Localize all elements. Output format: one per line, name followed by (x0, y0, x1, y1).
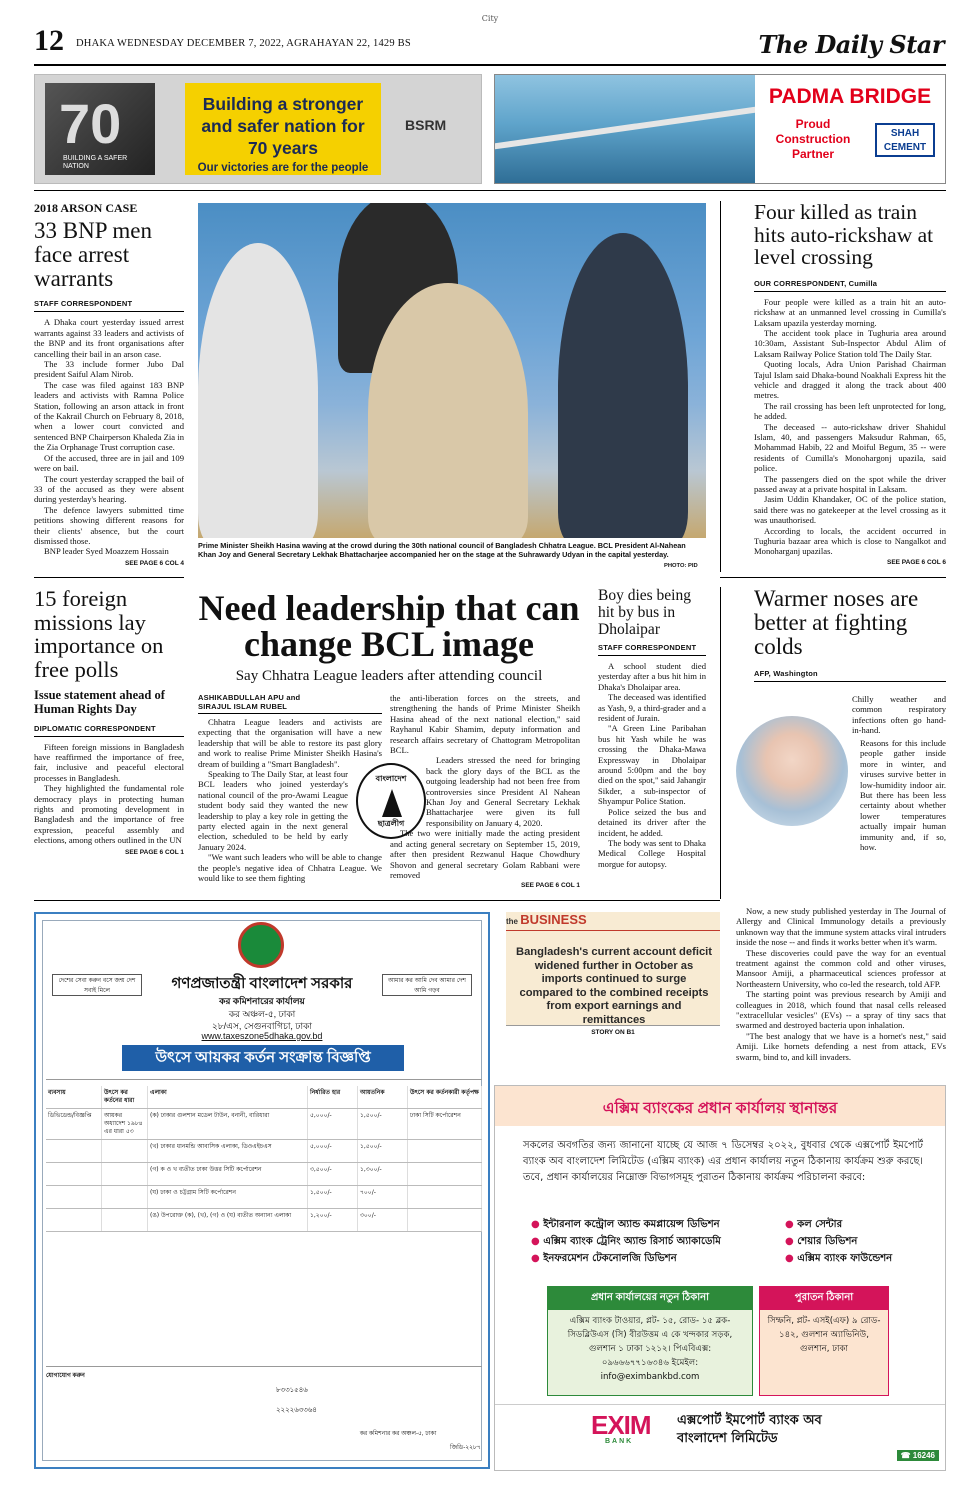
table-row (46, 1209, 482, 1232)
boy-byline: STAFF CORRESPONDENT (598, 643, 706, 656)
train-story[interactable] (754, 201, 946, 566)
bcl-col-2 (390, 693, 580, 889)
table-header-cell: ব্যবসায় (46, 1086, 102, 1108)
phone-1[interactable]: ৮৩৩১৫৪৬ (276, 1387, 308, 1394)
paragraph: The deceased -- auto-rickshaw driver Shahidul Islam, 40, and passengers Maksudur Rahman, 65, Mohammad Habib, 22 and Moiful Begum, 35 -- were residents of Cumilla's Monohargonj upazila, said police. (754, 421, 946, 474)
table-cell: (গ) ক ও খ ব্যতীত ঢাকা উত্তর সিটি কর্পোরেশন (148, 1163, 308, 1185)
exim-title: এক্সিম ব্যাংকের প্রধান কার্যালয় স্থানান্তর (602, 1100, 838, 1117)
divider (46, 1079, 482, 1080)
notice-title: উৎসে আয়কর কর্তন সংক্রান্ত বিজ্ঞপ্তি (122, 1045, 404, 1071)
missions-body (34, 742, 184, 846)
anniversary-caption: BUILDING A SAFER NATION (63, 155, 128, 170)
boy-headline[interactable]: Boy dies being hit by bus in Dholaipar (598, 587, 691, 638)
shah-cement-logo: SHAH CEMENT (875, 123, 935, 157)
arson-byline: STAFF CORRESPONDENT (34, 299, 184, 312)
table-header-row (46, 1086, 482, 1109)
padma-ad-tagline: Proud Construction Partner (775, 117, 851, 161)
bcl-logo-top-text: বাংলাদেশ (375, 774, 407, 783)
padma-ad-panel (755, 75, 945, 184)
dateline: DHAKA WEDNESDAY DECEMBER 7, 2022, AGRAHAYAN 22, 1429 BS (76, 38, 411, 49)
hotline-number: 16246 (912, 1451, 935, 1460)
anniversary-logo (45, 83, 155, 175)
bsrm-ad[interactable] (34, 74, 482, 184)
table-cell (408, 1186, 482, 1208)
govt-office: কর কমিশনারের কার্যালয় (219, 996, 305, 1006)
business-section-label: the BUSINESS (506, 912, 587, 927)
new-address: এক্সিম ব্যাংক টাওয়ার, প্লট- ১৫, রোড- ১৫ ব্লক- সিডব্লিউএস (সি) বীরউত্তম এ কে খন্দকার সড়ক, গুলশান ১ ঢাকা ১২১২। পিএবিএক্স: ০৯৬৬৬৭৭১৬৩৪৬ ইমেইল: info@eximbankbd.com (567, 1316, 733, 1382)
paragraph: The rail crossing has been left unprotected for long, he added. (754, 400, 946, 422)
arson-story[interactable] (34, 201, 184, 567)
table-cell (102, 1163, 148, 1185)
arson-body (34, 317, 184, 556)
table-cell (46, 1209, 102, 1231)
padma-bridge-ad[interactable] (494, 74, 946, 184)
train-continued[interactable]: SEE PAGE 6 COL 6 (886, 558, 946, 566)
division-item: ● ইনফরমেশন টেকনোলজি ডিভিশন (531, 1253, 677, 1264)
paragraph: The starting point was previous research by Amiji and colleagues in 2018, which found that nasal cells released "extracellular vesicles" (EVs) -- a spray of tiny sacs that swarmed and destroyed bacteria upon inhalation. (736, 989, 946, 1031)
divider (46, 1366, 482, 1367)
division-item: ● শেয়ার ডিভিশন (785, 1236, 858, 1247)
business-teaser-text[interactable]: Bangladesh's current account deficit widened further in October as imports continued to surge compared to the combined receipts from export earnings and remittances (516, 946, 712, 1026)
old-address: সিম্ফনি, প্লট- এসই(এফ) ৯ রোড- ১৪২, গুলশান অ্যাভিনিউ, গুলশান, ঢাকা (767, 1316, 881, 1354)
train-byline: OUR CORRESPONDENT, Cumilla (754, 279, 946, 292)
paragraph: "We want such leaders who will be able to change the people's negative idea of Chhatra League. We would like to see them fighting (198, 852, 382, 884)
table-cell: (ঘ) ঢাকা ও চট্টগ্রাম সিটি কর্পোরেশন (148, 1186, 308, 1208)
column-rule (720, 201, 721, 572)
contact-label: যোগাযোগ করুন (46, 1373, 85, 1379)
table-row (46, 1109, 482, 1140)
photo-caption: Prime Minister Sheikh Hasina waving at the crowd during the 30th national council of Bangladesh Chhatra League. BCL President Al-Nahean Khan Joy and General Secretary Lekhak Bhattacharjee accompanied her on the stage at the Suhrawardy Udyan in the capital yesterday. (198, 541, 686, 559)
table-cell: ১,২০০/- (308, 1209, 358, 1231)
bcl-deck: Say Chhatra League leaders after attending council (235, 668, 543, 684)
paragraph: Four people were killed as a train hit an auto-rickshaw at an unmanned level crossing in Cumilla's Laksam upazila yesterday morning. (754, 296, 946, 328)
header-rule (34, 64, 946, 66)
arson-continued[interactable]: SEE PAGE 6 COL 4 (124, 559, 184, 567)
table-cell (46, 1140, 102, 1162)
paragraph: Leaders stressed the need for bringing back the glory days of the BCL as the outgoing leadership had not been free from controversies since President Al Nahean Khan Joy and General Secretary Lekhak Bhattacharjee were given its full responsibility on January 4, 2020. (426, 755, 580, 828)
old-address-label: পুরাতন ঠিকানা (760, 1287, 888, 1310)
person-center (368, 283, 528, 538)
table-header-cell: এলাকা (148, 1086, 308, 1108)
new-address-box (547, 1286, 753, 1396)
train-headline[interactable]: Four killed as train hits auto-rickshaw at level crossing (754, 200, 934, 270)
exim-divisions-right (785, 1216, 935, 1267)
missions-story[interactable] (34, 587, 184, 856)
table-header-cell: নির্ধারিত হার (308, 1086, 358, 1108)
paragraph: Fifteen foreign missions in Bangladesh have reaffirmed the importance of free, fair, inclusive and peaceful electoral processes in Bangladesh. (34, 741, 184, 783)
business-rule (506, 930, 720, 931)
page-number: 12 (34, 24, 64, 57)
paragraph: A school student died yesterday after a bus hit him in Dhaka's Dholaipar area. (598, 661, 706, 692)
noses-story[interactable] (754, 587, 946, 682)
signature-block: কর কমিশনার কর অঞ্চল-৫, ঢাকা (359, 1431, 437, 1437)
govt-zone: কর অঞ্চল-৫, ঢাকা (228, 1009, 296, 1019)
table-cell: ৫,০০০/- (308, 1140, 358, 1162)
paragraph: the anti-liberation forces on the streets, and strengthening the hands of Prime Minister Sheikh Hasina ahead of the next national election," said Rayhanul Kabir Shamim, deputy information and research affairs secretary of Chattogram Metropolitan BCL. (390, 693, 580, 756)
paragraph: Now, a new study published yesterday in The Journal of Allergy and Clinical Immunology details a previously unknown way that the immune system attacks viral intruders inside the nose -- and finds it works better when it's warm. (736, 906, 946, 948)
table-cell: ১,৫০০/- (358, 1109, 408, 1139)
table-cell (102, 1140, 148, 1162)
person-right (558, 233, 688, 538)
govt-website-link[interactable]: www.taxeszone5dhaka.gov.bd (201, 1031, 323, 1041)
noses-body (736, 906, 946, 1062)
exim-logo-sub: BANK (605, 1438, 634, 1445)
table-cell: ১,৫০০/- (308, 1186, 358, 1208)
govt-seal-icon (238, 922, 284, 968)
ad-code: জিডি-২২৮৭ (450, 1445, 481, 1451)
bcl-col-1 (198, 693, 382, 884)
phone-2[interactable]: ২২২২৬৩৩৬৪ (276, 1407, 317, 1414)
column-rule (720, 587, 721, 899)
bsrm-ad-tagline: Our victories are for the people (197, 162, 369, 174)
paragraph: These discoveries could pave the way for an eventual treatment against the common cold and other viruses, Mansoor Amiji, a pharmaceutical sciences professor at Northeastern University, who co-led the research, told AFP. (736, 947, 946, 989)
table-cell (408, 1163, 482, 1185)
exim-intro: সকলের অবগতির জন্য জানানো যাচ্ছে যে আজ ৭ ডিসেম্বর ২০২২, বুধবার থেকে এক্সপোর্ট ইমপোর্ট ব্যাংক অব বাংলাদেশ লিমিটেড (এক্সিম ব্যাংক) এর প্রধান কার্যালয় নতুন ঠিকানায় কার্যক্রম শুরু করছে। তবে, প্রধান কার্যালয়ের নিম্নোক্ত বিভাগসমূহ পুরাতন ঠিকানায় কার্যক্রম পরিচালনা করবে: (523, 1140, 923, 1183)
table-cell (46, 1163, 102, 1185)
division-item: ● ইন্টারনাল কন্ট্রোল অ্যান্ড কমপ্লায়েন্স ডিভিশন (531, 1219, 720, 1230)
govt-address: ২৮/এস, সেগুনবাগিচা, ঢাকা (211, 1021, 313, 1031)
table-header-cell: উৎসে কর কর্তনের ধারা (102, 1086, 148, 1108)
table-cell: ১,৫০০/- (358, 1140, 408, 1162)
bsrm-ad-panel (185, 83, 381, 175)
paragraph: The two were initially made the acting president and acting general secretary on September 15, 2019, after then president Rezwanul Haque Chowdhury Shovon and general secretary Golam Rabbani were removed (390, 828, 580, 880)
table-cell (408, 1140, 482, 1162)
main-photo[interactable] (198, 203, 706, 538)
woman-with-tissue-photo[interactable] (736, 716, 848, 826)
missions-subhead: Issue statement ahead of Human Rights Day (34, 687, 165, 716)
boy-story[interactable] (598, 587, 706, 869)
bridge-image (494, 106, 764, 151)
paragraph: Jasim Uddin Khandaker, OC of the police station, said there was no gatekeeper at the level crossing as it was unauthorised. (754, 494, 946, 526)
noses-body-wrap (852, 694, 946, 736)
masthead-logo[interactable]: The Daily Star (758, 30, 944, 59)
tax-rate-table (46, 1086, 482, 1232)
table-cell: ৩,৫০০/- (308, 1163, 358, 1185)
arson-kicker: 2018 ARSON CASE (34, 201, 138, 215)
old-address-box (759, 1286, 889, 1396)
paragraph: According to locals, the accident occurred in Tughuria bazaar area which is close to Nangalkot and Monoharganj upazilas. (754, 525, 946, 557)
new-address-label: প্রধান কার্যালয়ের নতুন ঠিকানা (548, 1287, 752, 1310)
table-header-cell: উৎসে কর কর্তনকারী কর্তৃপক্ষ (408, 1086, 482, 1108)
exim-bank-ad[interactable] (494, 1085, 946, 1471)
padma-ad-title: PADMA BRIDGE (768, 85, 932, 108)
table-row (46, 1186, 482, 1209)
table-cell: ঢাকা সিটি কর্পোরেশন (408, 1109, 482, 1139)
bcl-continued[interactable]: SEE PAGE 6 COL 1 (520, 882, 580, 890)
table-cell (102, 1186, 148, 1208)
divider (34, 900, 720, 901)
table-cell (408, 1209, 482, 1231)
bcl-headline[interactable]: Need leadership that can change BCL image (198, 588, 580, 664)
table-cell: আয়কর অধ্যাদেশ ১৯৮৪ এর ধারা ৫৩ (102, 1109, 148, 1139)
divider (495, 1404, 945, 1405)
arson-headline[interactable]: 33 BNP men face arrest warrants (34, 218, 152, 292)
table-cell: ৭০০/- (358, 1186, 408, 1208)
paragraph: Chhatra League leaders and activists are expecting that the organisation will have a new leadership that will be able to restore its past glory and work to realise Prime Minister Sheikh Hasina's dream of building a "Smart Bangladesh". (198, 717, 382, 769)
slogan-box-right: আমার কর আমি দেব আমার দেশ আমি গড়ব (382, 974, 472, 996)
paragraph: "The best analogy that we have is a hornet's nest," said Amiji. Like hornets defending a nest from attack, EVs swarm, bind to, and kill invaders. (736, 1030, 946, 1062)
bcl-logo-bottom-text: ছাত্রলীগ (377, 819, 405, 828)
bsrm-ad-headline: Building a stronger and safer nation for 70 years (201, 94, 365, 158)
paragraph: The 33 include former Jubo Dal president Saiful Alam Nirob. (34, 359, 184, 380)
noses-headline[interactable]: Warmer noses are better at fighting colds (754, 586, 919, 660)
bcl-byline-2: SIRAJUL ISLAM RUBEL (198, 702, 382, 714)
person-left (198, 243, 318, 538)
section-label: City (481, 14, 499, 23)
paragraph: A Dhaka court yesterday issued arrest warrants against 33 leaders and activists of the BNP and its front organisations after cancelling their bail in an arson case. (34, 317, 184, 359)
business-story-link[interactable]: STORY ON B1 (506, 1025, 720, 1036)
train-body (754, 297, 946, 557)
division-item: ● এক্সিম ব্যাংক ট্রেনিং অ্যান্ড রিসার্চ অ্যাকাডেমি (531, 1236, 721, 1247)
exim-logo: EXIM (591, 1410, 651, 1440)
table-cell: (ঙ) উপরোক্ত (ক), (খ), (গ) ও (ঘ) ব্যতীত অন্যান্য এলাকা (148, 1209, 308, 1231)
paragraph: Chilly weather and common respiratory infections often go hand-in-hand. (852, 694, 946, 736)
table-cell: ডিভিডেন্ড/বিজ্ঞপ্তি (46, 1109, 102, 1139)
paragraph: The accident took place in Tughuria area around 10:30am, Assistant Sub-Inspector Abdul Alim of Laksam Railway Police Station told The Daily Star. (754, 327, 946, 359)
noses-byline: AFP, Washington (754, 669, 946, 682)
paragraph: Speaking to The Daily Star, at least four BCL leaders who joined yesterday's national council of the pro-Awami League student body said they wanted the new leadership to play a key role in getting the party elected again in the next general election, scheduled to be held by early January 2024. (198, 769, 348, 852)
table-row (46, 1163, 482, 1186)
missions-headline[interactable]: 15 foreign missions lay importance on free polls (34, 586, 164, 682)
paragraph: The deceased was identified as Yash, 9, a third-grader and a resident of Jurain. (598, 692, 706, 724)
table-cell (46, 1186, 102, 1208)
exim-divisions-left (531, 1216, 771, 1267)
paragraph: Of the accused, three are in jail and 109 were on bail. (34, 452, 184, 474)
ad-rule (34, 190, 946, 191)
phone-icon: ☎ (900, 1451, 913, 1460)
tax-notice-ad[interactable] (34, 912, 490, 1469)
paragraph: They highlighted the fundamental role democracy plays in protecting human rights and promoting development in Bangladesh and the importance of free expression, peaceful assembly and elections, among others outlined in the UN (34, 783, 184, 846)
division-item: ● এক্সিম ব্যাংক ফাউন্ডেশন (785, 1253, 893, 1264)
hotline-badge[interactable] (897, 1450, 939, 1461)
table-cell: (ক) ঢাকার গুলশান মডেল টাউন, বনানী, বারিধারা (148, 1109, 308, 1139)
paragraph: The case was filed against 183 BNP leaders and activists with Ramna Police Station, following an arson attack in front of the Kakrail Church on February 8, 2018, when a lower court convicted and sentenced BNP Chairperson Khaleda Zia in the Zia Orphanage Trust corruption case. (34, 379, 184, 453)
table-cell: ৫,০০০/- (308, 1109, 358, 1139)
divider (34, 577, 184, 578)
noses-body-wrap-2 (860, 738, 946, 852)
table-cell: ১,৩০০/- (358, 1163, 408, 1185)
paragraph: Police seized the bus and detained its driver after the incident, he added. (598, 806, 706, 838)
paragraph: "A Green Line Paribahan bus hit Yash while he was crossing the Dhaka-Mawa Expressway in Dholaipar around 5:00pm and the boy died on the spot," said Jahangir Sikder, a sub-inspector of Shyampur Police Station. (598, 723, 706, 807)
table-header-cell: আয়তনিক (358, 1086, 408, 1108)
paragraph: The defence lawyers submitted time petitions showing different reasons for their clients' absence, but the court dismissed those. (34, 504, 184, 546)
missions-continued[interactable]: SEE PAGE 6 COL 1 (124, 848, 184, 856)
table-cell (102, 1209, 148, 1231)
anniversary-number: 70 (59, 92, 122, 155)
exim-brand-bangla: এক্সপোর্ট ইমপোর্ট ব্যাংক অব বাংলাদেশ লিমিটেড (677, 1413, 822, 1446)
slogan-box-left: দেশের সেবা করুন বসে জন্ম দেশ সবাই মিলে (52, 974, 142, 996)
photo-credit: PHOTO: PID (664, 563, 698, 569)
paragraph: Reasons for this include people gather inside more in winter, and viruses survive better in low-humidity indoor air. But there has been less certainty about whether lower temperatures actually impair human immunity and, if so, how. (860, 738, 946, 853)
paragraph: Quoting locals, Adra Union Parishad Chairman Tajul Islam said Dhaka-bound Noakhali Express hit the vehicle and dragged it along the track about 400 metres. (754, 359, 946, 401)
missions-byline: DIPLOMATIC CORRESPONDENT (34, 724, 184, 737)
bsrm-logo: BSRM (405, 117, 447, 133)
division-item: ● কল সেন্টার (785, 1219, 843, 1230)
divider (720, 577, 946, 578)
boy-body (598, 661, 706, 869)
table-cell: (খ) ঢাকার ধানমন্ডি আবাসিক এলাকা, ডিওএইচএস (148, 1140, 308, 1162)
paragraph: The court yesterday scrapped the bail of 33 of the accused as they were absent during yesterday's hearing. (34, 473, 184, 505)
paragraph: The passengers died on the spot while the driver passed away at a private hospital in Laksam. (754, 473, 946, 494)
table-row (46, 1140, 482, 1163)
table-cell: ৩০০/- (358, 1209, 408, 1231)
paragraph: BNP leader Syed Moazzem Hossain (44, 546, 169, 557)
paragraph: The body was sent to Dhaka Medical College Hospital morgue for autopsy. (598, 837, 706, 869)
govt-title: গণপ্রজাতন্ত্রী বাংলাদেশ সরকার (171, 975, 353, 992)
bcl-byline-1: ASHIKABDULLAH APU and (198, 693, 301, 702)
